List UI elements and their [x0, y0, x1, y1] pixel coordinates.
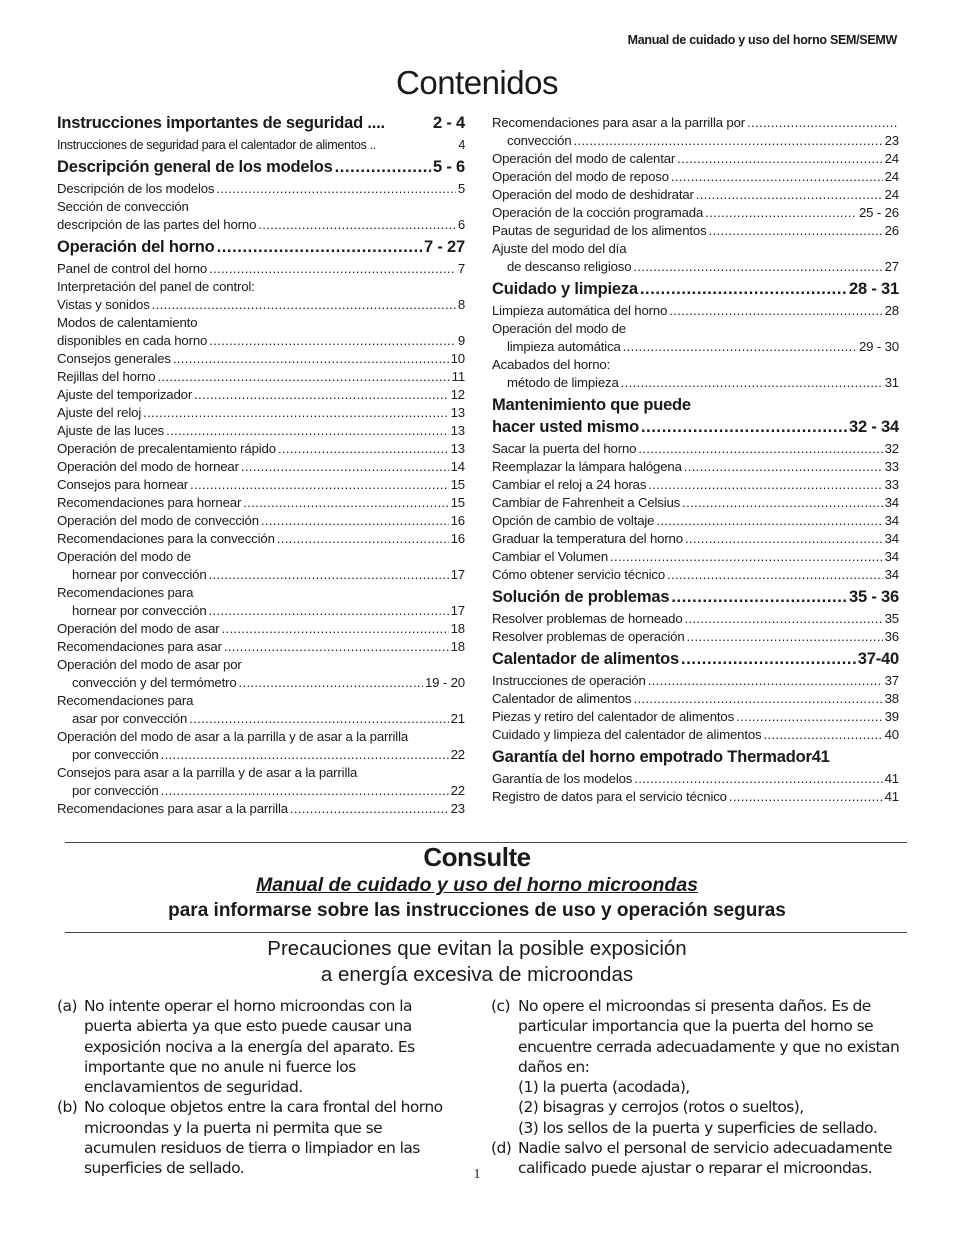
toc-entry-title: Limpieza automática del horno	[492, 303, 668, 318]
toc-entry-title: Pautas de seguridad de los alimentos	[492, 223, 707, 238]
toc-entry-title: Operación del modo de asar	[57, 621, 220, 636]
dot-leader	[638, 440, 882, 458]
toc-entry-title: Operación del modo de convección	[57, 513, 259, 528]
dot-leader	[729, 788, 883, 806]
toc-page-number: 18	[450, 621, 465, 636]
divider-bottom	[65, 932, 907, 933]
dot-leader	[277, 530, 449, 548]
dot-leader	[682, 494, 882, 512]
dot-leader	[243, 494, 448, 512]
dot-leader	[677, 150, 882, 168]
dot-leader	[161, 782, 449, 800]
toc-page-number: 6	[457, 217, 465, 232]
precautions-left-column	[57, 996, 457, 1179]
toc-section-solucion-de-problemas	[492, 588, 899, 610]
toc-page-number: 40	[884, 727, 899, 742]
toc-entry-asar-por-conveccion	[57, 710, 465, 728]
toc-page-number: 13	[450, 441, 465, 456]
toc-page-number: 23	[450, 801, 465, 816]
dot-leader	[669, 302, 882, 320]
toc-entry-title: Descripción de los modelos	[57, 181, 215, 196]
precaution-subitem: (2) bisagras y cerrojos (rotos o sueltos),	[518, 1098, 804, 1117]
dot-leader	[157, 368, 449, 386]
toc-text-seccion-de-conveccion: Sección de convección	[57, 199, 189, 214]
toc-entry-title: Instrucciones importantes de seguridad ....	[57, 114, 385, 132]
toc-entry-title: Recomendaciones para la convección	[57, 531, 275, 546]
toc-page-number: 26	[884, 223, 899, 238]
toc-entry-limpieza-automatica-del-horno	[492, 302, 899, 320]
page-number: 1	[473, 1167, 481, 1182]
toc-left-column	[57, 114, 465, 818]
toc-page-number: 34	[884, 495, 899, 510]
dot-leader	[258, 216, 456, 234]
toc-text-recomendaciones-para: Recomendaciones para	[57, 693, 194, 708]
toc-entry-title: Rejillas del horno	[57, 369, 156, 384]
toc-entry-instrucciones-de-operacion	[492, 672, 899, 690]
toc-entry-operacion-de-la-coccion-programada	[492, 204, 899, 222]
toc-page-number: 12	[450, 387, 465, 402]
toc-entry-title: Operación del modo de reposo	[492, 169, 669, 184]
toc-page-number: 11	[451, 369, 465, 384]
toc-text-operacion-del-modo-de: Operación del modo de	[492, 321, 626, 336]
precaution-text: Nadie salvo el personal de servicio adecuadamente calificado puede ajustar o reparar el microondas.	[518, 1139, 892, 1178]
toc-entry-cambiar-el-volumen	[492, 548, 899, 566]
toc-entry-title: hornear por convección	[72, 603, 207, 618]
toc-page-number: 32 - 34	[849, 418, 899, 436]
toc-entry-disponibles-en-cada-horno	[57, 332, 465, 350]
precaution-item	[491, 996, 901, 1138]
dot-leader	[667, 566, 883, 584]
toc-page-number: 33	[884, 459, 899, 474]
toc-text-recomendaciones-para: Recomendaciones para	[57, 585, 194, 600]
toc-entry-title: Instrucciones de seguridad para el calentador de alimentos ..	[57, 138, 376, 152]
precaution-label: (a)	[57, 997, 77, 1015]
toc-page-number: 7 - 27	[424, 238, 465, 256]
toc-entry-graduar-la-temperatura-del-horno	[492, 530, 899, 548]
toc-entry-title: Sacar la puerta del horno	[492, 441, 637, 456]
toc-entry-por-conveccion	[57, 746, 465, 764]
dot-leader	[216, 180, 455, 198]
toc-entry-operacion-del-modo-de-conveccion	[57, 512, 465, 530]
toc-section-hacer-usted-mismo	[492, 418, 899, 440]
toc-entry-cambiar-de-fahrenheit-a-celsius	[492, 494, 899, 512]
dot-leader	[261, 512, 449, 530]
toc-entry-calentador-de-alimentos	[492, 690, 899, 708]
toc-entry-ajuste-de-las-luces	[57, 422, 465, 440]
toc-entry-conveccion	[492, 132, 899, 150]
dot-leader	[173, 350, 449, 368]
toc-entry-registro-de-datos-para-el-servicio-tecni	[492, 788, 899, 806]
toc-entry-cuidado-y-limpieza-del-calentador-de-ali	[492, 726, 899, 744]
dot-leader	[684, 458, 883, 476]
precaution-subitem: (1) la puerta (acodada),	[518, 1078, 690, 1097]
toc-page-number: 35	[884, 611, 899, 626]
toc-entry-title: Cambiar el Volumen	[492, 549, 609, 564]
toc-entry-recomendaciones-para-asar-a-la-parrilla	[57, 800, 465, 818]
toc-entry-cambiar-el-reloj-a-24-horas	[492, 476, 899, 494]
toc-entry-hornear-por-conveccion	[57, 602, 465, 620]
dot-leader	[152, 296, 456, 314]
toc-entry-title: Reemplazar la lámpara halógena	[492, 459, 682, 474]
toc-entry-rejillas-del-horno	[57, 368, 465, 386]
toc-entry-recomendaciones-para-asar-a-la-parrilla-	[492, 114, 899, 132]
toc-page-number: 9	[457, 333, 465, 348]
toc-entry-title: Cómo obtener servicio técnico	[492, 567, 666, 582]
toc-page-number: 28 - 31	[849, 280, 899, 298]
toc-page-number: 17	[450, 567, 465, 582]
dot-leader	[161, 746, 449, 764]
precaution-label: (d)	[491, 1139, 512, 1158]
toc-page-number: 24	[884, 187, 899, 202]
toc-entry-title: hacer usted mismo	[492, 418, 639, 436]
toc-section-mantenimiento-que-puede: Mantenimiento que puede	[492, 396, 691, 414]
dot-leader	[685, 530, 883, 548]
toc-entry-recomendaciones-para-la-conveccion	[57, 530, 465, 548]
toc-page-number: 41	[884, 771, 899, 786]
dot-leader	[209, 566, 449, 584]
toc-entry-operacion-del-modo-de-deshidratar	[492, 186, 899, 204]
dot-leader	[610, 548, 883, 566]
toc-page-number: 28	[884, 303, 899, 318]
toc-text-modos-de-calentamiento: Modos de calentamiento	[57, 315, 198, 330]
toc-page-number: 34	[884, 567, 899, 582]
dot-leader	[166, 422, 449, 440]
dot-leader	[621, 374, 883, 392]
toc-entry-title: Ajuste de las luces	[57, 423, 165, 438]
toc-entry-title: Operación del modo de hornear	[57, 459, 239, 474]
dot-leader	[241, 458, 449, 476]
toc-page-number: 24	[884, 151, 899, 166]
toc-page-number: 5 - 6	[432, 158, 465, 176]
precaution-body	[518, 996, 901, 1138]
toc-entry-vistas-y-sonidos	[57, 296, 465, 314]
toc-entry-panel-de-control-del-horno	[57, 260, 465, 278]
toc-entry-title: Garantía de los modelos	[492, 771, 633, 786]
toc-page-number: 13	[450, 405, 465, 420]
dot-leader	[573, 132, 882, 150]
toc-entry-title: Recomendaciones para asar	[57, 639, 222, 654]
toc-entry-title: Operación de la cocción programada	[492, 205, 704, 220]
toc-page-number: 16	[450, 513, 465, 528]
toc-page-number: 29 - 30	[858, 339, 899, 354]
toc-entry-title: Graduar la temperatura del horno	[492, 531, 683, 546]
toc-page-number: 2 - 4	[432, 114, 465, 132]
dot-leader	[278, 440, 449, 458]
dot-leader	[763, 726, 882, 744]
toc-page-number: 37-40	[857, 650, 899, 668]
toc-entry-consejos-para-hornear	[57, 476, 465, 494]
toc-entry-title: método de limpieza	[507, 375, 619, 390]
toc-entry-instrucciones-de-seguridad-para-el-calen	[57, 136, 465, 154]
toc-entry-title: de descanso religioso	[507, 259, 632, 274]
dot-leader	[209, 260, 456, 278]
toc-entry-title: Ajuste del temporizador	[57, 387, 193, 402]
toc-entry-title: Operación del modo de deshidratar	[492, 187, 694, 202]
toc-entry-title: Piezas y retiro del calentador de alimentos	[492, 709, 735, 724]
toc-entry-limpieza-automatica	[492, 338, 899, 356]
toc-text-interpretacion-del-panel-de-control: Interpretación del panel de control:	[57, 279, 255, 294]
toc-page-number: 37	[884, 673, 899, 688]
toc-entry-descripcion-de-los-modelos	[57, 180, 465, 198]
toc-entry-garantia-de-los-modelos	[492, 770, 899, 788]
precaution-text: No coloque objetos entre la cara frontal del horno microondas y la puerta ni permita que se acumulen residuos de tierra o limpiador en las superficies de sellado.	[84, 1098, 443, 1178]
toc-entry-title: convección	[507, 133, 572, 148]
toc-entry-title: Calentador de alimentos	[492, 650, 680, 668]
toc-page-number: 23	[884, 133, 899, 148]
toc-text-operacion-del-modo-de-asar-por: Operación del modo de asar por	[57, 657, 242, 672]
dot-leader	[685, 610, 883, 628]
precautions-title	[0, 936, 954, 988]
dot-leader	[747, 114, 897, 132]
toc-entry-title: Resolver problemas de operación	[492, 629, 685, 644]
toc-right-column	[492, 114, 899, 806]
toc-entry-title: Cuidado y limpieza del calentador de alimentos	[492, 727, 762, 742]
toc-page-number: 36	[884, 629, 899, 644]
toc-entry-title: por convección	[72, 747, 159, 762]
toc-text-consejos-para-asar-a-la-parrilla-y-de-as: Consejos para asar a la parrilla y de asar a la parrilla	[57, 765, 358, 780]
toc-page-number: 10	[450, 351, 465, 366]
toc-entry-title: Panel de control del horno	[57, 261, 208, 276]
toc-section-calentador-de-alimentos	[492, 650, 899, 672]
toc-page-number: 17	[450, 603, 465, 618]
precaution-text: No intente operar el horno microondas con la puerta abierta ya que esto puede causar una exposición nociva a la energía del aparato. Es importante que no anule ni fuerce los enclavamientos de seguridad.	[84, 997, 415, 1097]
toc-page-number: 27	[884, 259, 899, 274]
toc-entry-descripcion-de-las-partes-del-horno	[57, 216, 465, 234]
dot-leader	[641, 418, 847, 436]
toc-section-instrucciones-importantes-de-seguridad	[57, 114, 465, 136]
toc-entry-title: Registro de datos para el servicio técnico	[492, 789, 727, 804]
toc-entry-operacion-del-modo-de-calentar	[492, 150, 899, 168]
dot-leader	[190, 476, 449, 494]
toc-entry-title: Recomendaciones para asar a la parrilla	[57, 801, 288, 816]
toc-entry-title: limpieza automática	[507, 339, 621, 354]
dot-leader	[648, 672, 883, 690]
toc-entry-title: Descripción general de los modelos	[57, 158, 333, 176]
dot-leader	[633, 258, 882, 276]
toc-entry-operacion-del-modo-de-hornear	[57, 458, 465, 476]
toc-page-number: 8	[457, 297, 465, 312]
precaution-item	[57, 996, 457, 1097]
precautions-title-line-2: a energía excesiva de microondas	[320, 963, 634, 986]
dot-leader	[648, 476, 882, 494]
toc-page-number: 19 - 20	[424, 675, 465, 690]
toc-page-number: 25 - 26	[858, 205, 899, 220]
toc-page-number: 15	[450, 477, 465, 492]
precautions-right-column	[491, 996, 901, 1179]
toc-entry-title: Instrucciones de operación	[492, 673, 646, 688]
toc-page-number: 34	[884, 549, 899, 564]
toc-entry-title: Recomendaciones para asar a la parrilla por	[492, 115, 746, 130]
toc-page-number: 16	[450, 531, 465, 546]
dot-leader	[687, 628, 883, 646]
precaution-subitem: (3) los sellos de la puerta y superficies de sellado.	[518, 1118, 878, 1137]
toc-page-number: 7	[457, 261, 465, 276]
toc-entry-title: por convección	[72, 783, 159, 798]
toc-page-number: 34	[884, 513, 899, 528]
dot-leader	[194, 386, 449, 404]
toc-entry-operacion-del-modo-de-reposo	[492, 168, 899, 186]
dot-leader	[189, 710, 448, 728]
toc-section-descripcion-general-de-los-modelos	[57, 158, 465, 180]
dot-leader	[143, 404, 449, 422]
toc-entry-title: Consejos para hornear	[57, 477, 189, 492]
toc-entry-operacion-de-precalentamiento-rapido	[57, 440, 465, 458]
toc-page-number: 41	[884, 789, 899, 804]
toc-page-number: 35 - 36	[849, 588, 899, 606]
dot-leader	[656, 512, 882, 530]
toc-entry-title: convección y del termómetro	[72, 675, 237, 690]
document-header: Manual de cuidado y uso del horno SEM/SEMW	[627, 33, 897, 47]
dot-leader	[209, 602, 449, 620]
toc-text-operacion-del-modo-de: Operación del modo de	[57, 549, 191, 564]
dot-leader	[671, 588, 847, 606]
toc-entry-title: Cuidado y limpieza	[492, 280, 638, 298]
toc-entry-title: Resolver problemas de horneado	[492, 611, 683, 626]
toc-page-number: 32	[884, 441, 899, 456]
dot-leader	[217, 238, 422, 256]
toc-entry-title: hornear por convección	[72, 567, 207, 582]
precaution-body	[84, 996, 457, 1097]
consulte-subtitle: para informarse sobre las instrucciones de uso y operación seguras	[168, 900, 786, 921]
toc-entry-ajuste-del-reloj	[57, 404, 465, 422]
precaution-text: No opere el microondas si presenta daños. Es de particular importancia que la puerta del horno se encuentre cerrada adecuadamente y que no existan daños en:	[518, 997, 900, 1076]
precaution-label: (c)	[491, 997, 510, 1015]
dot-leader	[709, 222, 883, 240]
toc-entry-operacion-del-modo-de-asar	[57, 620, 465, 638]
toc-entry-resolver-problemas-de-operacion	[492, 628, 899, 646]
toc-entry-conveccion-y-del-termometro	[57, 674, 465, 692]
toc-text-acabados-del-horno: Acabados del horno:	[492, 357, 611, 372]
toc-page-number: 18	[450, 639, 465, 654]
toc-page-number: 13	[450, 423, 465, 438]
consulte-heading: Consulte	[423, 842, 531, 872]
toc-entry-recomendaciones-para-hornear	[57, 494, 465, 512]
toc-page-number: 31	[884, 375, 899, 390]
toc-entry-metodo-de-limpieza	[492, 374, 899, 392]
dot-leader	[696, 186, 883, 204]
toc-entry-title: Operación del horno	[57, 238, 215, 256]
toc-page-number: 22	[450, 747, 465, 762]
toc-entry-hornear-por-conveccion	[57, 566, 465, 584]
toc-entry-consejos-generales	[57, 350, 465, 368]
dot-leader	[335, 158, 431, 176]
toc-page-number: 5	[457, 181, 465, 196]
toc-page-number: 38	[884, 691, 899, 706]
toc-entry-title: Cambiar de Fahrenheit a Celsius	[492, 495, 681, 510]
toc-section-cuidado-y-limpieza	[492, 280, 899, 302]
toc-page-number: 14	[450, 459, 465, 474]
toc-entry-title: Calentador de alimentos	[492, 691, 632, 706]
toc-page-number: 24	[884, 169, 899, 184]
toc-entry-por-conveccion	[57, 782, 465, 800]
dot-leader	[623, 338, 857, 356]
page-title: Contenidos	[396, 64, 558, 101]
toc-entry-title: Operación del modo de calentar	[492, 151, 676, 166]
dot-leader	[705, 204, 857, 222]
dot-leader	[224, 638, 449, 656]
toc-entry-title: descripción de las partes del horno	[57, 217, 257, 232]
toc-entry-title: Vistas y sonidos	[57, 297, 150, 312]
toc-section-garantia-del-horno-empotrado-thermador41: Garantía del horno empotrado Thermador41	[492, 748, 830, 766]
toc-entry-piezas-y-retiro-del-calentador-de-alimen	[492, 708, 899, 726]
toc-entry-title: Cambiar el reloj a 24 horas	[492, 477, 647, 492]
toc-page-number: 15	[450, 495, 465, 510]
toc-page-number: 4	[458, 138, 465, 152]
toc-entry-title: Recomendaciones para hornear	[57, 495, 242, 510]
precaution-label: (b)	[57, 1098, 78, 1117]
toc-entry-title: asar por convección	[72, 711, 188, 726]
toc-section-operacion-del-horno	[57, 238, 465, 260]
dot-leader	[681, 650, 856, 668]
toc-entry-de-descanso-religioso	[492, 258, 899, 276]
toc-entry-sacar-la-puerta-del-horno	[492, 440, 899, 458]
toc-entry-title: Ajuste del reloj	[57, 405, 142, 420]
toc-page-number: 33	[884, 477, 899, 492]
precautions-title-line-1: Precauciones que evitan la posible exposición	[267, 937, 687, 960]
toc-entry-title: Solución de problemas	[492, 588, 670, 606]
dot-leader	[640, 280, 847, 298]
toc-text-ajuste-del-modo-del-dia: Ajuste del modo del día	[492, 241, 627, 256]
dot-leader	[736, 708, 883, 726]
toc-entry-resolver-problemas-de-horneado	[492, 610, 899, 628]
toc-entry-reemplazar-la-lampara-halogena	[492, 458, 899, 476]
toc-page-number: 39	[884, 709, 899, 724]
toc-entry-pautas-de-seguridad-de-los-alimentos	[492, 222, 899, 240]
toc-page-number: 22	[450, 783, 465, 798]
toc-entry-title: Operación de precalentamiento rápido	[57, 441, 276, 456]
toc-page-number: 34	[884, 531, 899, 546]
toc-entry-title: Opción de cambio de voltaje	[492, 513, 655, 528]
microwave-manual-title: Manual de cuidado y uso del horno microondas	[255, 874, 699, 896]
toc-entry-recomendaciones-para-asar	[57, 638, 465, 656]
dot-leader	[634, 770, 882, 788]
dot-leader	[671, 168, 883, 186]
toc-entry-title: disponibles en cada horno	[57, 333, 208, 348]
toc-page-number: 21	[450, 711, 465, 726]
dot-leader	[634, 690, 883, 708]
toc-text-operacion-del-modo-de-asar-a-la-parrilla: Operación del modo de asar a la parrilla y de asar a la parrilla	[57, 729, 409, 744]
dot-leader	[290, 800, 449, 818]
toc-entry-ajuste-del-temporizador	[57, 386, 465, 404]
dot-leader	[222, 620, 449, 638]
dot-leader	[239, 674, 423, 692]
dot-leader	[209, 332, 456, 350]
toc-entry-opcion-de-cambio-de-voltaje	[492, 512, 899, 530]
toc-entry-como-obtener-servicio-tecnico	[492, 566, 899, 584]
toc-entry-title: Consejos generales	[57, 351, 171, 366]
